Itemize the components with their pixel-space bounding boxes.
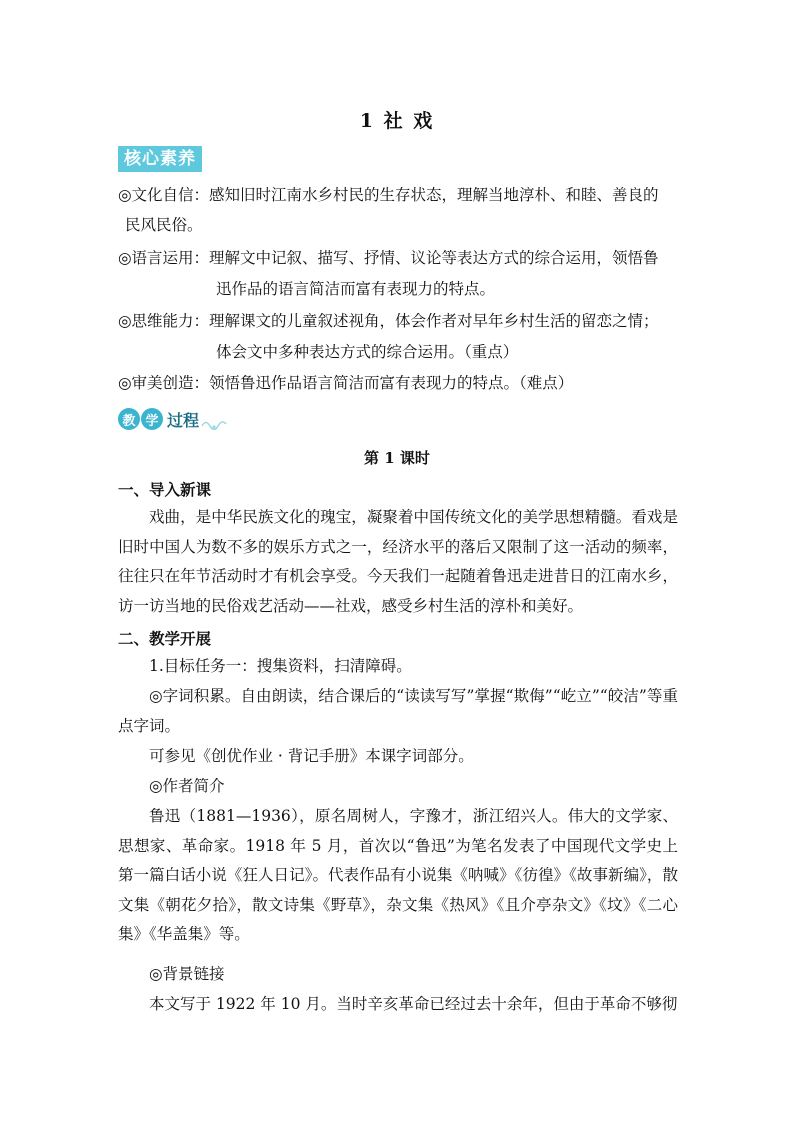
- section-teaching-heading: 二、教学开展: [118, 630, 212, 648]
- core-item-thinking: ◎思维能力：理解课文的儿童叙述视角，体会作者对早年乡村生活的留恋之情；: [118, 312, 659, 330]
- page-title: 1 社 戏: [359, 110, 435, 132]
- core-item-culture-cont: 民风民俗。: [125, 216, 203, 234]
- background-paragraph: 本文写于 1922 年 10 月。当时辛亥革命已经过去十余年，但由于革命不够彻: [149, 995, 678, 1013]
- section-intro-heading: 一、导入新课: [118, 481, 212, 499]
- reference-note: 可参见《创优作业 · 背记手册》本课字词部分。: [149, 747, 474, 765]
- core-item-language-cont: 迅作品的语言简洁而富有表现力的特点。: [216, 280, 496, 298]
- teaching-process-header: [118, 404, 227, 434]
- core-item-aesthetic: ◎审美创造：领悟鲁迅作品语言简洁而富有表现力的特点。（难点）: [118, 374, 574, 392]
- core-item-culture: ◎文化自信：感知旧时江南水乡村民的生存状态，理解当地淳朴、和睦、善良的: [118, 186, 659, 204]
- decorative-swirl-icon: [201, 418, 227, 430]
- teach-circle-2: 学: [141, 408, 163, 430]
- vocab-paragraph: ◎字词积累。自由朗读，结合课后的“读读写写”掌握“欺侮”“屹立”“皎洁”等重点字词。: [118, 687, 678, 735]
- intro-paragraph: 戏曲，是中华民族文化的瑰宝，凝聚着中国传统文化的美学思想精髓。看戏是旧时中国人为数不多的娱乐方式之一，经济水平的落后又限制了这一活动的频率，往往只在年节活动时才有机会享受。今天我们一起随着鲁迅走进昔日的江南水乡，访一访当地的民俗戏艺活动——社戏，感受乡村生活的淳朴和美好。: [118, 508, 678, 615]
- core-literacy-badge: 核心素养: [118, 146, 202, 172]
- core-item-language: ◎语言运用：理解文中记叙、描写、抒情、议论等表达方式的综合运用，领悟鲁: [118, 249, 659, 267]
- core-item-thinking-cont: 体会文中多种表达方式的综合运用。（重点）: [216, 343, 519, 361]
- author-paragraph: 鲁迅（1881—1936），原名周树人，字豫才，浙江绍兴人。伟大的文学家、思想家、革命家。1918 年 5 月，首次以“鲁迅”为笔名发表了中国现代文学史上第一篇白话小说《狂人日记》。代表作品有小说集《呐喊》《彷徨》《故事新编》，散文集《朝花夕拾》，散文诗集《野草》，杂文集《热风》《且介亭杂文》《坟》《二心集》《华盖集》等。: [118, 807, 678, 944]
- background-heading: ◎背景链接: [149, 965, 225, 983]
- task-one: 1.目标任务一：搜集资料，扫清障碍。: [149, 657, 412, 675]
- author-heading: ◎作者简介: [149, 777, 225, 795]
- lesson-period-title: 第 1 课时: [364, 449, 430, 467]
- teach-circle-1: 教: [118, 408, 140, 430]
- teaching-process-label: 过程: [167, 410, 200, 430]
